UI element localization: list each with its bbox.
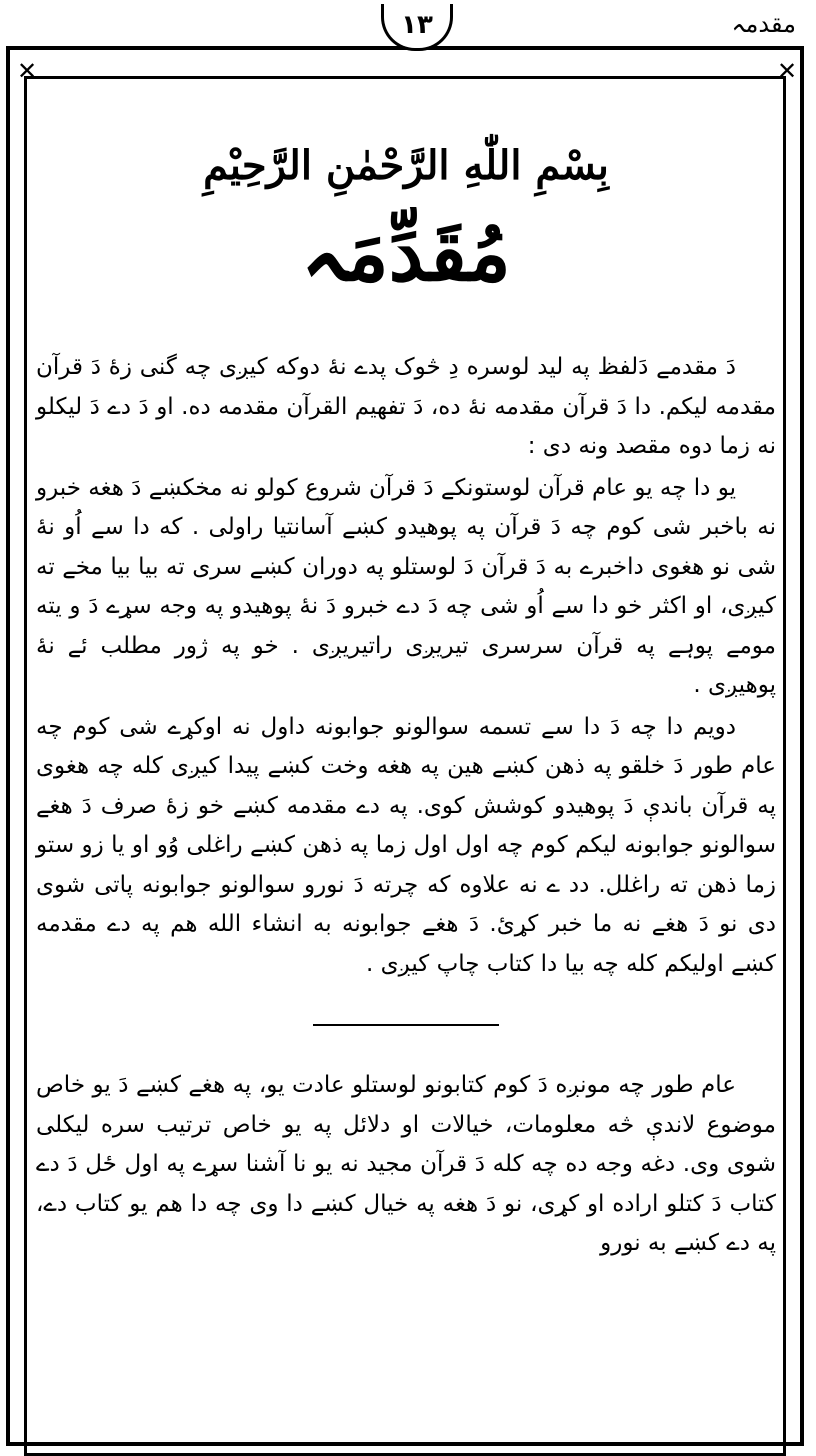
page-title: مُقَدِّمَہ <box>301 208 511 299</box>
corner-ornament-right-icon: ✕ <box>776 57 798 85</box>
paragraph-first-purpose: یو دا چه یو عام قرآن لوستونکے دَ قرآن شروع کولو نه مخکښے دَ هغه خبرو نه باخبر شی کوم چه دَ قرآن په پوهیدو کښے آسانتیا راولی . که دا سے اُو نۀ شی نو هغوی داخبرے به دَ قرآن دَ لوستلو په دوران کښے سری ته بیا بیا مخے ته کیږی، او اکثر خو دا سے اُو شی چه دَ دے خبرو دَ نۀ پوهیدو په وجه سړے دَ و یته مومے پوہے په قرآن سرسری تیریږی راتیریږی . خو په ژور مطلب ئے نۀ پوهیږی . <box>36 474 776 698</box>
corner-ornament-left-icon: ✕ <box>16 57 38 85</box>
paragraph-second-purpose: دویم دا چه دَ دا سے تسمه سوالونو جوابونه داول نه اوکړے شی کوم چه عام طور دَ خلقو په ذهن کښے هین په هغه وخت کښے پیدا کیږی کله چه هغوی په قرآن باندې دَ پوهیدو کوشش کوی. په دے مقدمه کښے خو زهٔ صرف دَ هغے سوالونو جوابونه لیکم کوم چه اول اول زما په ذهن کښے راغلی وُو او یا زو ستو زما ذهن ته راغلل. دد ے نه علاوه که چرته دَ نورو سوالونو جوابونه پاتی شوی دی نو دَ هغے نه ما خبر کړئ. دَ هغے جوابونه به انشاء الله هم په دے مقدمه کښے اولیکم کله چه بیا دا کتاب چاپ کیږی . <box>36 713 776 977</box>
section-divider <box>313 1024 499 1026</box>
paragraph-continuation: عام طور چه مونږه دَ کوم کتابونو لوستلو عادت یو، په هغے کښے دَ یو خاص موضوع لاندې څه معلومات، خیالات او دلائل په یو خاص ترتیب سره لیکلی شوی وی. دغه وجه ده چه کله دَ قرآن مجید نه یو نا آشنا سړے په اول ځل دَ دے کتاب دَ کتلو اراده او کړی، نو دَ هغه په خیال کښے دا وی چه دا هم یو کتاب دے، په دے کښے به نورو <box>36 1072 776 1256</box>
page-body <box>36 90 776 1264</box>
paragraph-intro: دَ مقدمے دَلفظ په لید لوسره دِ څوک پدے نۀ دوکه کیږی چه گنی زهٔ دَ قرآن مقدمه لیکم. دا دَ قرآن مقدمه نۀ ده، دَ تفهیم القرآن مقدمه ده. او دَ دے دَ لیکلو نه زما دوه مقصد ونه دی : <box>36 354 776 459</box>
page-number: ۱۳ <box>381 4 453 51</box>
running-head: مقدمہ <box>731 10 796 38</box>
basmala-heading: بِسْمِ اللّٰهِ الرَّحْمٰنِ الرَّحِيْمِ <box>203 142 609 189</box>
